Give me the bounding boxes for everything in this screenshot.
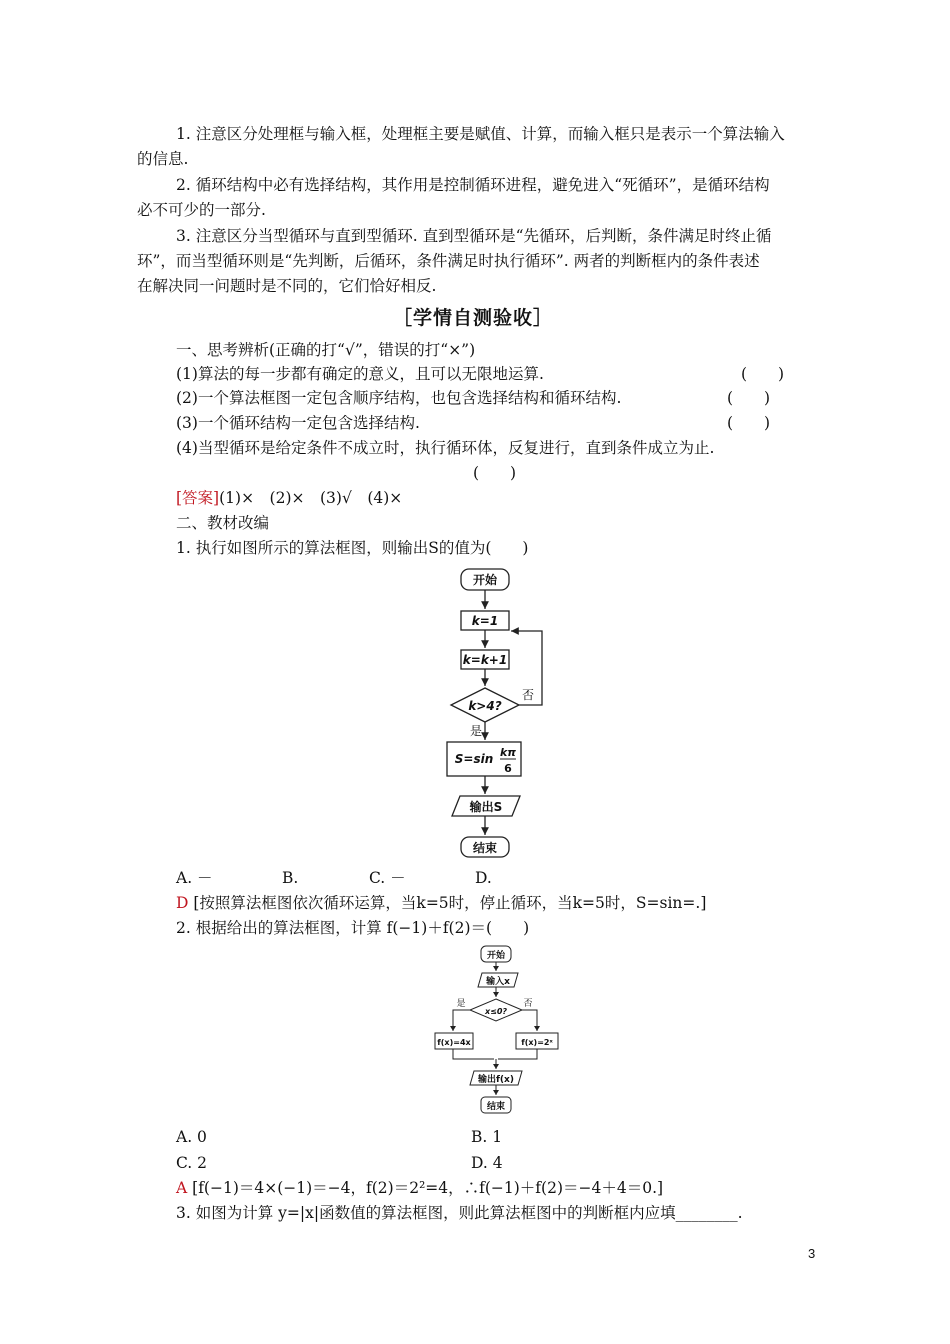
start-label: 开始 <box>472 573 498 587</box>
answer-blank-3: ( ) <box>727 414 771 432</box>
question-3-stem: 3. 如图为计算 y=|x|函数值的算法框图，则此算法框图中的判断框内应填________. <box>176 1204 743 1222</box>
answer-text: (1)× (2)× (3)√ (4)× <box>219 489 403 507</box>
note-3-line-3: 在解决同一问题时是不同的，它们恰好相反. <box>137 277 437 295</box>
frac-numerator: kπ <box>499 746 517 759</box>
note-1-line-1: 1. 注意区分处理框与输入框，处理框主要是赋值、计算，而输入框只是表示一个算法输入 <box>176 125 785 143</box>
frac-denominator: 6 <box>504 762 512 775</box>
answer-blank-4: ( ) <box>473 464 517 482</box>
end-label: 结束 <box>472 841 498 855</box>
input-label: 输入x <box>486 977 510 987</box>
q2-option-d: D. 4 <box>471 1154 503 1172</box>
judge-item-3: (3)一个循环结构一定包含选择结构. <box>176 414 420 432</box>
flowchart-1 <box>430 560 560 860</box>
start-label-2: 开始 <box>486 951 506 961</box>
assign-label: S=sin <box>454 752 494 766</box>
no-label-2: 否 <box>523 999 533 1009</box>
q1-option-d: D. <box>475 869 492 887</box>
q1-answer-text: [按照算法框图依次循环运算，当k=5时，停止循环，当k=5时，S=sin=.] <box>193 894 707 912</box>
output-label-2: 输出f(x) <box>478 1075 514 1085</box>
answer-tag: [答案] <box>176 489 220 507</box>
note-1-line-2: 的信息. <box>137 150 189 168</box>
q1-option-c: C. － <box>369 869 406 887</box>
judge-item-2: (2)一个算法框图一定包含顺序结构，也包含选择结构和循环结构. <box>176 389 622 407</box>
q1-option-a: A. － <box>176 869 213 887</box>
cond-label-2: x≤0? <box>484 1007 508 1016</box>
end-label-2: 结束 <box>486 1102 506 1112</box>
cond-label: k>4? <box>468 699 502 713</box>
answer-blank-1: ( ) <box>741 365 785 383</box>
judge-item-4: (4)当型循环是给定条件不成立时，执行循环体，反复进行，直到条件成立为止. <box>176 439 715 457</box>
output-label: 输出S <box>469 800 503 814</box>
step-label: k=k+1 <box>462 653 508 667</box>
section-banner: ［学情自测验收］ <box>393 307 554 329</box>
note-3-line-2: 环”，而当型循环则是“先判断，后循环，条件满足时执行循环”. 两者的判断框内的条件表述 <box>137 252 760 270</box>
left-label: f(x)=4x <box>437 1038 471 1047</box>
part2-heading: 二、教材改编 <box>176 514 270 532</box>
q2-option-b: B. 1 <box>471 1128 503 1146</box>
note-3-line-1: 3. 注意区分当型循环与直到型循环. 直到型循环是“先循环，后判断，条件满足时终止循 <box>176 227 772 245</box>
q1-answer-letter: D <box>176 894 189 912</box>
page-number: 3 <box>808 1246 816 1261</box>
note-2-line-1: 2. 循环结构中必有选择结构，其作用是控制循环进程，避免进入“死循环”，是循环结构 <box>176 176 770 194</box>
answer-line <box>176 487 402 509</box>
q2-answer-letter: A <box>176 1179 188 1197</box>
yes-label-2: 是 <box>456 999 466 1009</box>
q1-option-b: B. <box>282 869 299 887</box>
question-1-stem: 1. 执行如图所示的算法框图，则输出S的值为( ) <box>176 539 529 557</box>
note-2-line-2: 必不可少的一部分. <box>137 201 266 219</box>
init-label: k=1 <box>471 614 499 628</box>
q2-option-c: C. 2 <box>176 1154 208 1172</box>
part1-heading: 一、思考辨析(正确的打“√”，错误的打“×”) <box>176 341 476 359</box>
judge-item-1: (1)算法的每一步都有确定的意义，且可以无限地运算. <box>176 365 544 383</box>
q2-answer <box>176 1177 663 1199</box>
question-2-stem: 2. 根据给出的算法框图，计算 f(−1)＋f(2)＝( ) <box>176 919 530 937</box>
no-label: 否 <box>521 688 535 702</box>
q2-answer-text: [f(−1)＝4×(−1)＝−4，f(2)＝2²=4，∴f(−1)＋f(2)＝−4＋4＝0.] <box>192 1179 664 1197</box>
q1-answer <box>176 892 706 914</box>
q2-option-a: A. 0 <box>176 1128 207 1146</box>
answer-blank-2: ( ) <box>727 389 771 407</box>
yes-label: 是 <box>469 724 483 738</box>
flowchart-2 <box>430 941 570 1119</box>
right-label: f(x)=2ˣ <box>521 1038 553 1047</box>
